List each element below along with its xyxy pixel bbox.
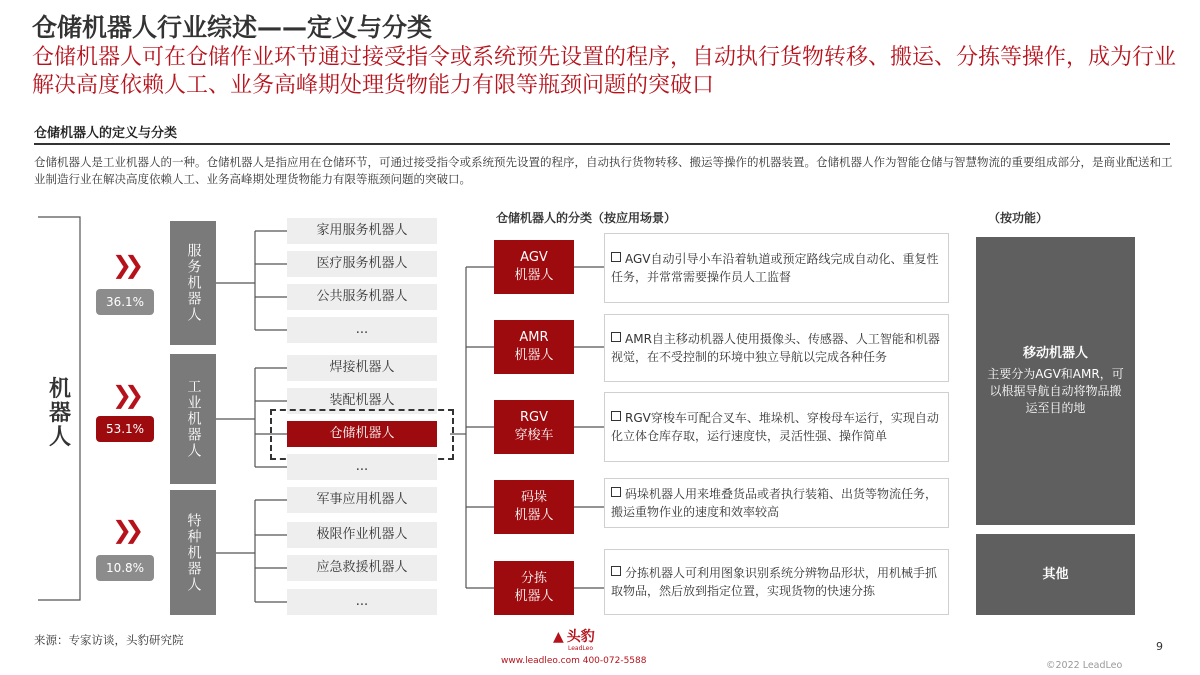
classification-title: 仓储机器人的分类（按应用场景） bbox=[496, 211, 677, 225]
type-agv: AGV 机器人 bbox=[494, 240, 574, 294]
function-other: 其他 bbox=[976, 534, 1135, 615]
leaf-extreme: 极限作业机器人 bbox=[287, 522, 437, 548]
function-mobile-desc: 主要分为AGV和AMR，可以根据导航自动将物品搬运至目的地 bbox=[987, 367, 1124, 415]
leaf-assembly: 装配机器人 bbox=[287, 388, 437, 414]
leopard-icon: ▲ bbox=[553, 629, 564, 645]
chevron-right-icon: ❯❯ bbox=[112, 251, 137, 279]
checkbox-bullet-icon bbox=[611, 332, 621, 342]
leaf-ellipsis: ... bbox=[287, 589, 437, 615]
function-title: （按功能） bbox=[988, 211, 1049, 225]
leaf-ellipsis: ... bbox=[287, 454, 437, 480]
share-badge-service: 36.1% bbox=[96, 289, 154, 315]
desc-agv-text: AGV自动引导小车沿着轨道或预定路线完成自动化、重复性任务，并常常需要操作员人工监督 bbox=[611, 252, 939, 284]
desc-rgv-text: RGV穿梭车可配合叉车、堆垛机、穿梭母车运行，实现自动化立体仓库存取，运行速度快，灵活性强、操作简单 bbox=[611, 411, 939, 443]
function-mobile-robot bbox=[976, 237, 1135, 525]
section-title: 仓储机器人的定义与分类 bbox=[34, 126, 178, 141]
brand-logo-text: 头豹 bbox=[566, 629, 595, 645]
page-title: 仓储机器人行业综述——定义与分类 bbox=[32, 13, 433, 42]
section-intro: 仓储机器人是工业机器人的一种。仓储机器人是指应用在仓储环节，可通过接受指令或系统预先设置的程序，自动执行货物转移、搬运等操作的机器装置。仓储机器人作为智能仓储与智慧物流的重要组成部分，是商业配送和工业制造行业在解决高度依赖人工、业务高峰期处理货物能力有限等瓶颈问题的突破口。 bbox=[34, 155, 1173, 186]
type-palletizing: 码垛 机器人 bbox=[494, 480, 574, 534]
leaf-welding: 焊接机器人 bbox=[287, 355, 437, 381]
brand-logo-sub: LeadLeo bbox=[568, 645, 594, 652]
desc-amr-text: AMR自主移动机器人使用摄像头、传感器、人工智能和机器视觉，在不受控制的环境中独立导航以完成各种任务 bbox=[611, 332, 940, 364]
root-label: 机器人 bbox=[48, 377, 71, 450]
leaf-military: 军事应用机器人 bbox=[287, 487, 437, 513]
desc-rgv bbox=[604, 392, 949, 462]
contact-info: www.leadleo.com 400-072-5588 bbox=[501, 656, 647, 666]
chevron-right-icon: ❯❯ bbox=[112, 516, 137, 544]
desc-palletizing-text: 码垛机器人用来堆叠货品或者执行装箱、出货等物流任务，搬运重物作业的速度和效率较高 bbox=[611, 487, 938, 519]
copyright: ©2022 LeadLeo bbox=[1046, 660, 1123, 671]
page-subtitle: 仓储机器人可在仓储作业环节通过接受指令或系统预先设置的程序，自动执行货物转移、搬运、分拣等操作，成为行业解决高度依赖人工、业务高峰期处理货物能力有限等瓶颈问题的突破口 bbox=[32, 45, 1177, 98]
leaf-rescue: 应急救援机器人 bbox=[287, 555, 437, 581]
leaf-ellipsis: ... bbox=[287, 317, 437, 343]
desc-amr bbox=[604, 314, 949, 382]
type-amr: AMR 机器人 bbox=[494, 320, 574, 374]
leaf-home-service: 家用服务机器人 bbox=[287, 218, 437, 244]
category-industrial: 工业机器人 bbox=[170, 354, 216, 484]
desc-sorting bbox=[604, 549, 949, 615]
type-sorting: 分拣 机器人 bbox=[494, 561, 574, 615]
desc-palletizing bbox=[604, 478, 949, 528]
checkbox-bullet-icon bbox=[611, 487, 621, 497]
category-service: 服务机器人 bbox=[170, 221, 216, 345]
checkbox-bullet-icon bbox=[611, 411, 621, 421]
leaf-warehouse-robot: 仓储机器人 bbox=[287, 421, 437, 447]
leaf-medical-service: 医疗服务机器人 bbox=[287, 251, 437, 277]
brand-logo bbox=[553, 626, 595, 646]
checkbox-bullet-icon bbox=[611, 566, 621, 576]
share-badge-industrial: 53.1% bbox=[96, 416, 154, 442]
leaf-public-service: 公共服务机器人 bbox=[287, 284, 437, 310]
chevron-right-icon: ❯❯ bbox=[112, 381, 137, 409]
type-rgv: RGV 穿梭车 bbox=[494, 400, 574, 454]
share-badge-special: 10.8% bbox=[96, 555, 154, 581]
function-mobile-title: 移动机器人 bbox=[1022, 346, 1088, 361]
desc-sorting-text: 分拣机器人可利用图象识别系统分辨物品形状，用机械手抓取物品，然后放到指定位置，实现货物的快速分拣 bbox=[611, 566, 938, 598]
desc-agv bbox=[604, 233, 949, 303]
page-number: 9 bbox=[1156, 640, 1163, 653]
category-special: 特种机器人 bbox=[170, 490, 216, 615]
source-note: 来源：专家访谈，头豹研究院 bbox=[34, 633, 184, 647]
checkbox-bullet-icon bbox=[611, 252, 621, 262]
